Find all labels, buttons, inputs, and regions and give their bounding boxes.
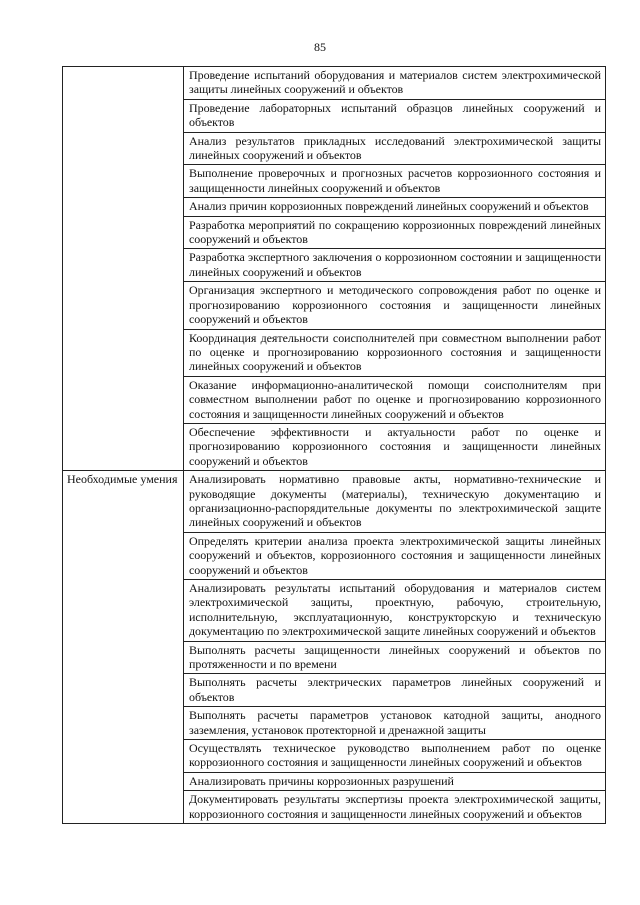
table-group-labor-actions	[63, 66, 605, 470]
table-row: Анализировать причины коррозионных разрушений	[184, 772, 605, 790]
table-group-required-skills	[63, 470, 605, 823]
page-number: 85	[314, 40, 326, 54]
group-items	[184, 471, 605, 823]
table-row: Разработка мероприятий по сокращению коррозионных повреждений линейных сооружений и объектов	[184, 216, 605, 249]
table-row: Определять критерии анализа проекта электрохимической защиты линейных сооружений и объектов, коррозионного состояния и защищенности линейных сооружений и объектов	[184, 532, 605, 579]
table-row: Выполнять расчеты защищенности линейных сооружений и объектов по протяженности и по времени	[184, 641, 605, 674]
table-row: Организация экспертного и методического сопровождения работ по оценке и прогнозированию коррозионного состояния и защищенности линейных сооружений и объектов	[184, 281, 605, 328]
table-row: Выполнять расчеты электрических параметров линейных сооружений и объектов	[184, 673, 605, 706]
group-label	[63, 67, 184, 470]
table-row: Проведение лабораторных испытаний образцов линейных сооружений и объектов	[184, 99, 605, 132]
table-row: Координация деятельности соисполнителей при совместном выполнении работ по оценке и прогнозированию коррозионного состояния и защищенности линейных сооружений и объектов	[184, 329, 605, 376]
table-row: Оказание информационно-аналитической помощи соисполнителям при совместном выполнении работ по оценке и прогнозированию коррозионного состояния и защищенности линейных сооружений и объектов	[184, 376, 605, 423]
table-row: Документировать результаты экспертизы проекта электрохимической защиты, коррозионного состояния и защищенности линейных сооружений и объектов	[184, 790, 605, 823]
table-row: Анализировать нормативно правовые акты, нормативно-технические и руководящие документы (материалы), техническую документацию и организационно-распорядительные документы по электрохимической защите линейных сооружений и объектов	[189, 472, 601, 530]
table-row: Обеспечение эффективности и актуальности работ по оценке и прогнозированию коррозионного состояния и защищенности линейных сооружений и объектов	[184, 423, 605, 470]
table-row: Выполнять расчеты параметров установок катодной защиты, анодного заземления, установок протекторной и дренажной защиты	[184, 706, 605, 739]
requirements-table	[62, 66, 606, 824]
table-row: Анализировать результаты испытаний оборудования и материалов систем электрохимической защиты, проектную, рабочую, строительную, исполнительную, эксплуатационную, конструкторскую и техническую документацию по электрохимической защите линейных сооружений и объектов	[184, 579, 605, 641]
group-label: Необходимые умения	[63, 471, 184, 823]
group-items	[184, 67, 605, 470]
table-row: Проведение испытаний оборудования и материалов систем электрохимической защиты линейных сооружений и объектов	[189, 68, 601, 97]
table-row: Анализ причин коррозионных повреждений линейных сооружений и объектов	[184, 197, 605, 215]
table-row: Осуществлять техническое руководство выполнением работ по оценке коррозионного состояния и защищенности линейных сооружений и объектов	[184, 739, 605, 772]
table-row: Выполнение проверочных и прогнозных расчетов коррозионного состояния и защищенности линейных сооружений и объектов	[184, 164, 605, 197]
table-row: Разработка экспертного заключения о коррозионном состоянии и защищенности линейных сооружений и объектов	[184, 248, 605, 281]
table-row: Анализ результатов прикладных исследований электрохимической защиты линейных сооружений и объектов	[184, 132, 605, 165]
